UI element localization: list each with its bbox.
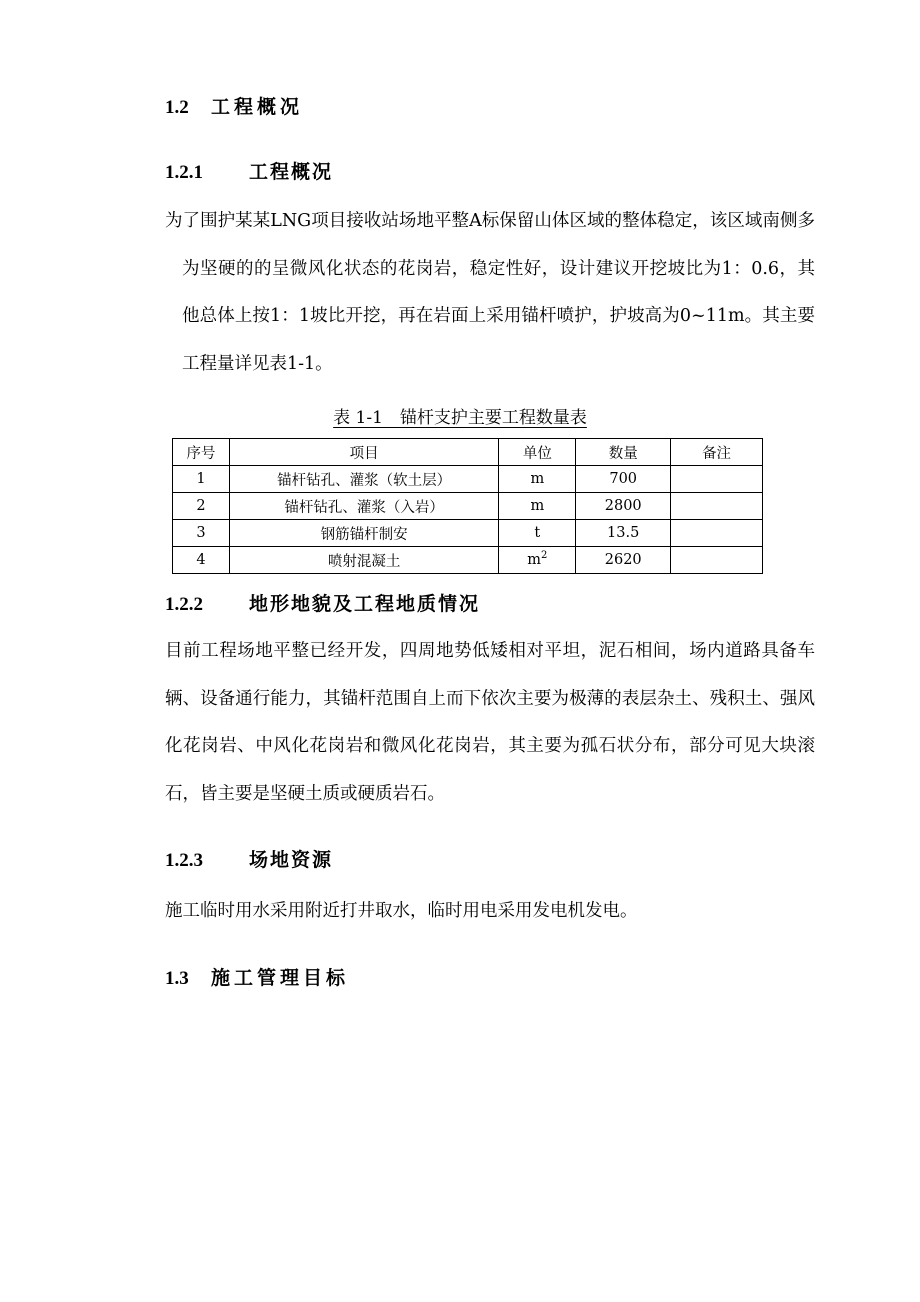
table-row [173, 466, 763, 493]
unit-text: m [530, 471, 545, 487]
unit-text: m [527, 552, 542, 568]
cell-qty: 2620 [576, 547, 671, 574]
table-caption-text: 表 1-1 锚杆支护主要工程数量表 [333, 408, 587, 428]
cell-no: 2 [173, 493, 230, 520]
cell-unit [499, 466, 576, 493]
header-no: 序号 [173, 439, 230, 466]
header-qty: 数量 [576, 439, 671, 466]
section-1-3-heading [165, 963, 349, 990]
unit-text: m [530, 498, 545, 514]
section-1-2-1-heading [165, 157, 333, 184]
table-header-row [173, 439, 763, 466]
overview-text: 为了围护某某LNG项目接收站场地平整A标保留山体区域的整体稳定，该区域南侧多为坚硬的的呈微风化状态的花岗岩，稳定性好，设计建议开挖坡比为1：0.6，其他总体上按1：1坡比开挖，再在岩面上采用锚杆喷护，护坡高为0~11m。其主要工程量详见表1-1。 [165, 211, 815, 374]
cell-no: 4 [173, 547, 230, 574]
section-1-2-heading [165, 92, 303, 119]
section-number: 1.2.3 [165, 850, 203, 871]
cell-unit [499, 520, 576, 547]
cell-note [671, 466, 763, 493]
table-row [173, 520, 763, 547]
cell-no: 3 [173, 520, 230, 547]
unit-text: t [534, 525, 541, 541]
cell-item: 锚杆钻孔、灌浆（软土层） [229, 466, 498, 493]
cell-note [671, 547, 763, 574]
header-unit: 单位 [499, 439, 576, 466]
table-row [173, 547, 763, 574]
resources-paragraph [165, 888, 815, 936]
header-note: 备注 [671, 439, 763, 466]
table-caption [0, 403, 920, 428]
unit-superscript: 2 [541, 550, 548, 561]
cell-unit [499, 493, 576, 520]
cell-item: 锚杆钻孔、灌浆（入岩） [229, 493, 498, 520]
section-title: 施工管理目标 [211, 967, 350, 989]
section-number: 1.2.2 [165, 594, 203, 615]
cell-note [671, 493, 763, 520]
geology-paragraph [165, 628, 815, 818]
cell-qty: 13.5 [576, 520, 671, 547]
quantity-table [172, 438, 763, 574]
table-row [173, 493, 763, 520]
section-number: 1.3 [165, 968, 189, 989]
section-title: 地形地貌及工程地质情况 [249, 593, 481, 615]
section-title: 工程概况 [211, 96, 304, 118]
geology-text: 目前工程场地平整已经开发，四周地势低矮相对平坦，泥石相间，场内道路具备车辆、设备通行能力，其锚杆范围自上而下依次主要为极薄的表层杂土、残积土、强风化花岗岩、中风化花岗岩和微风化花岗岩，其主要为孤石状分布，部分可见大块滚石，皆主要是坚硬土质或硬质岩石。 [165, 641, 815, 804]
cell-item: 钢筋锚杆制安 [229, 520, 498, 547]
section-1-2-3-heading [165, 845, 333, 872]
cell-no: 1 [173, 466, 230, 493]
cell-qty: 2800 [576, 493, 671, 520]
header-item: 项目 [229, 439, 498, 466]
cell-qty: 700 [576, 466, 671, 493]
section-number: 1.2 [165, 97, 189, 118]
section-1-2-2-heading [165, 589, 480, 616]
overview-paragraph [165, 198, 815, 388]
cell-note [671, 520, 763, 547]
cell-unit [499, 547, 576, 574]
section-title: 工程概况 [249, 161, 334, 183]
section-number: 1.2.1 [165, 162, 203, 183]
cell-item: 喷射混凝土 [229, 547, 498, 574]
resources-text: 施工临时用水采用附近打井取水，临时用电采用发电机发电。 [165, 901, 638, 921]
section-title: 场地资源 [249, 849, 334, 871]
